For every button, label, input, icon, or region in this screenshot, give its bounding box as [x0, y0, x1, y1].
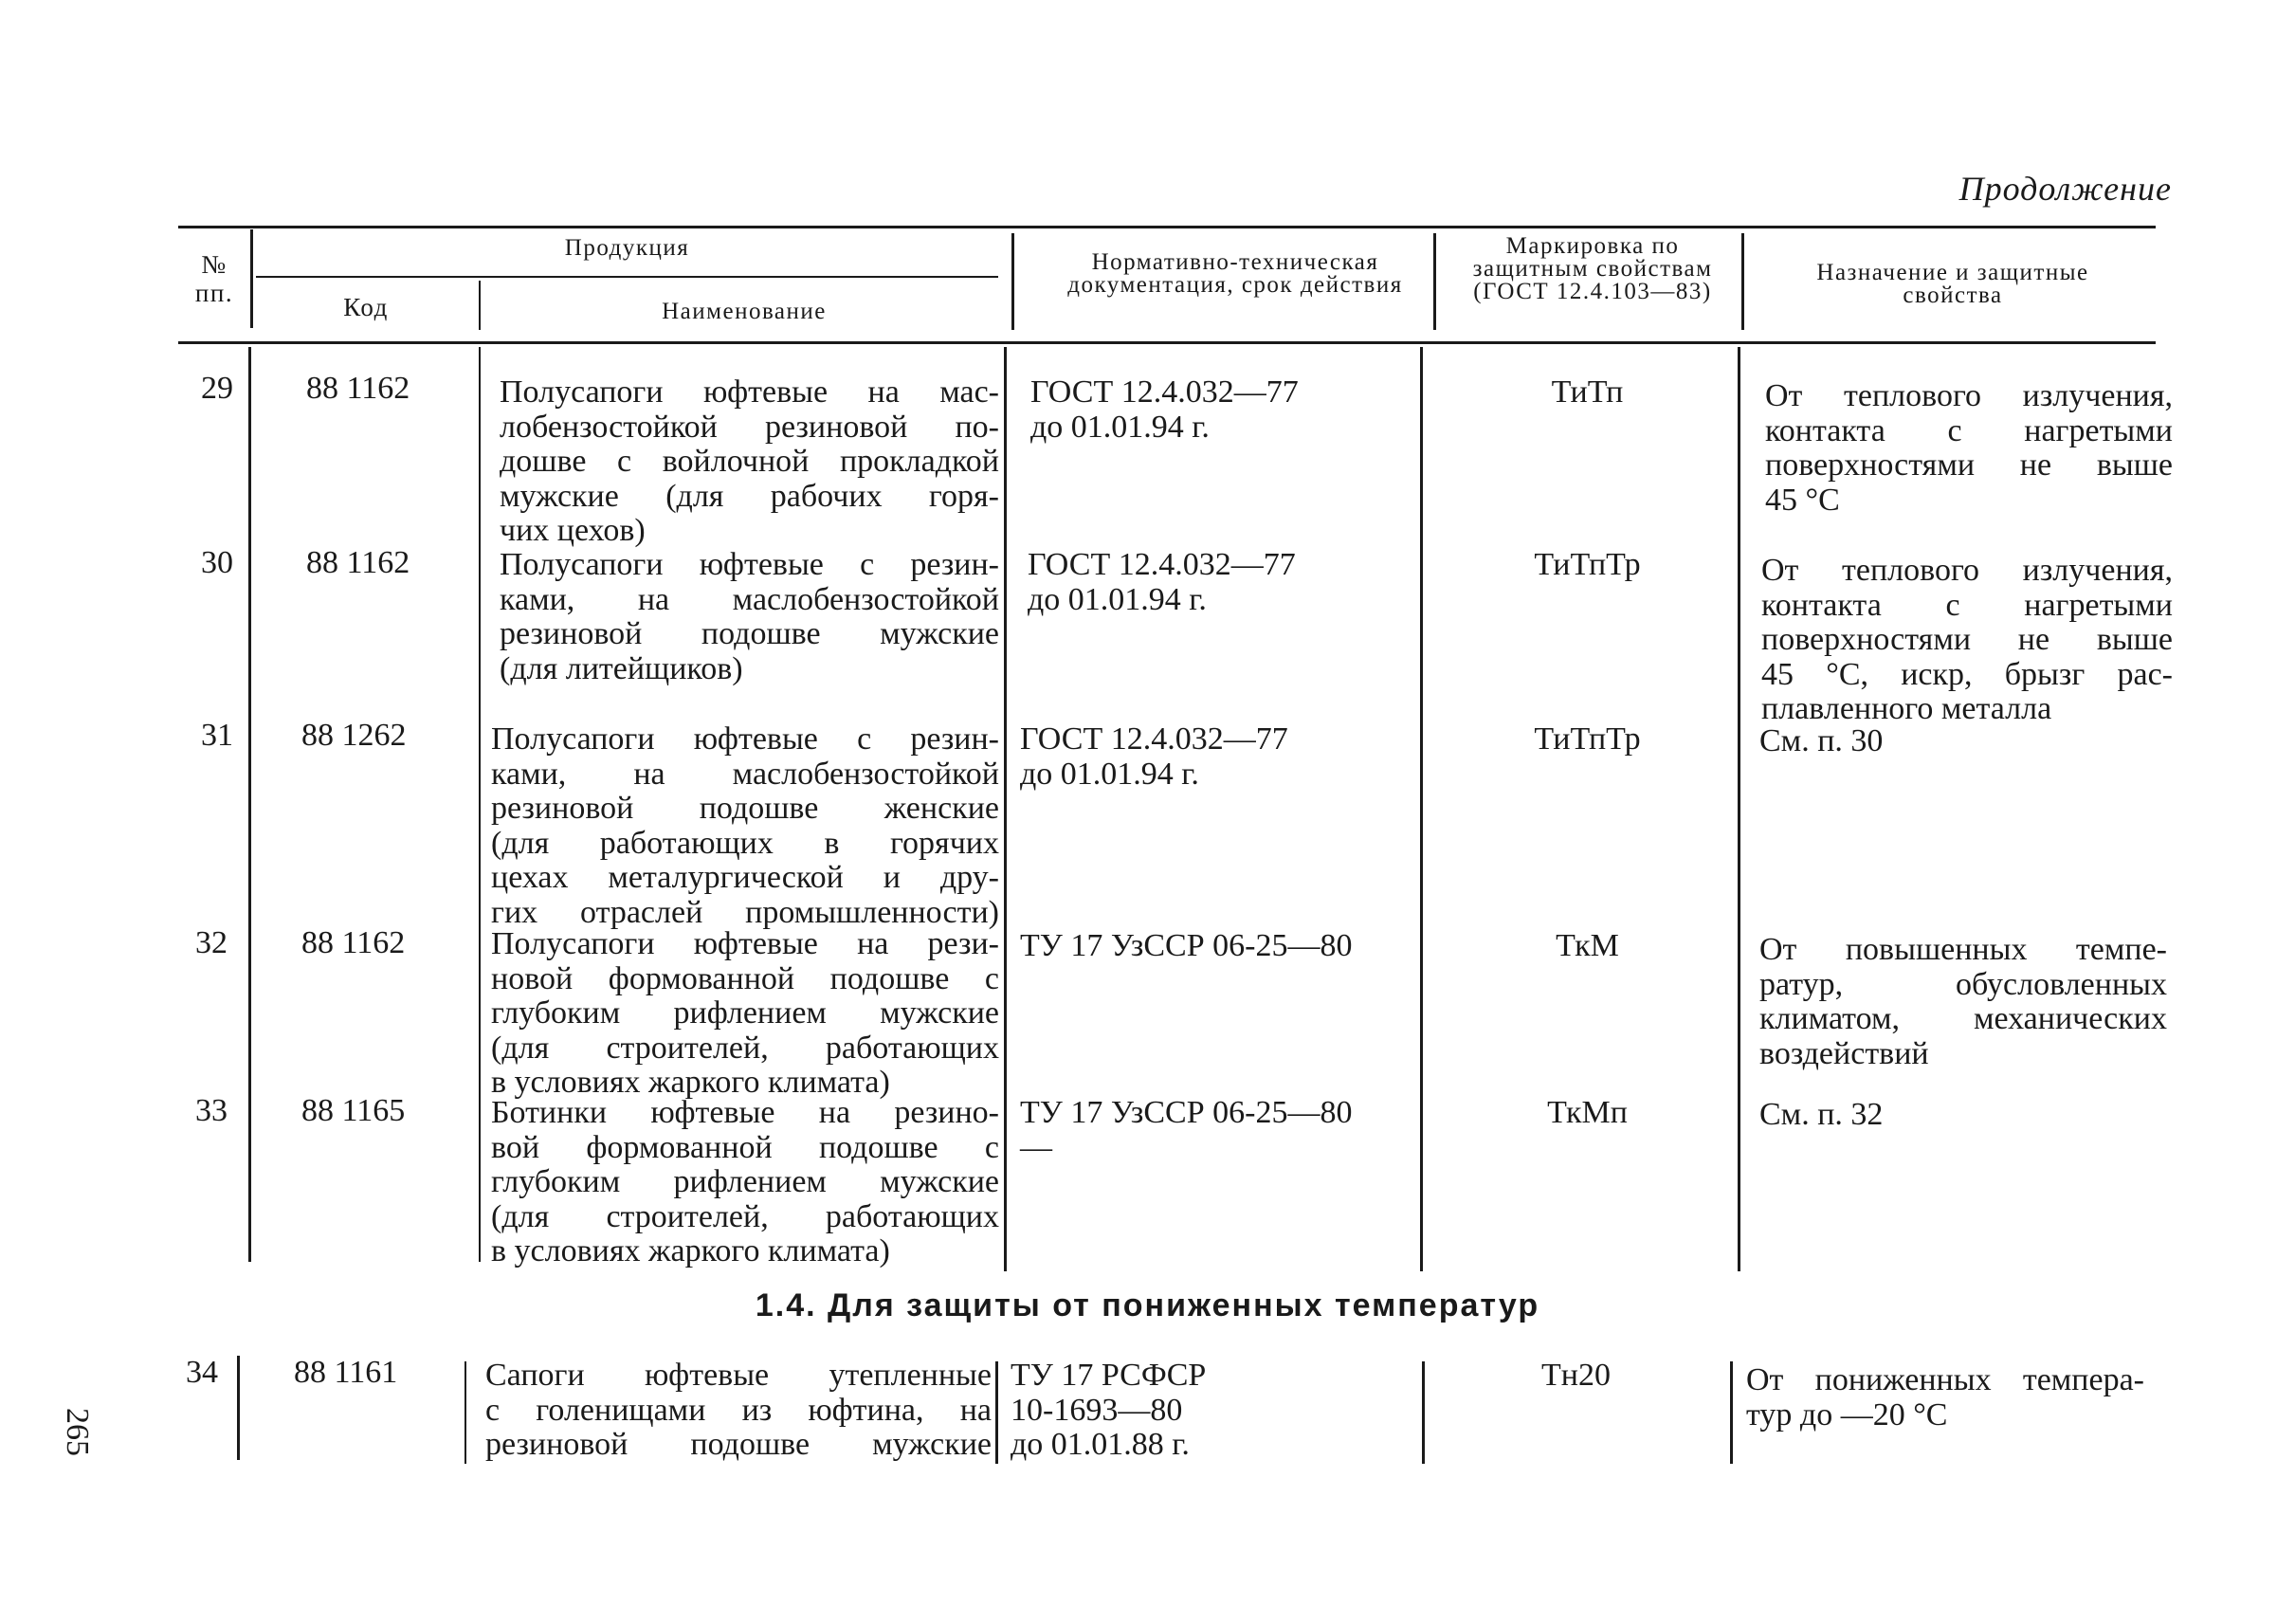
page-number: 265 — [60, 1408, 95, 1456]
row-name: Полусапоги юфтевые с резин- ками, на маслобензостойкой резиновой подошве женские (для работающих в горячих цехах металургической и дру- гих отраслей промышленности) — [491, 721, 999, 930]
row-code: 88 1162 — [301, 925, 406, 960]
header-divider — [250, 229, 253, 328]
row-purpose: См. п. 32 — [1759, 1097, 1884, 1132]
header-name: Наименование — [662, 299, 827, 324]
row-purpose: См. п. 30 — [1759, 723, 1884, 758]
row-name: Полусапоги юфтевые на рези- новой формованной подошве с глубоким рифлением мужские (для строителей, работающих в условиях жаркого климата) — [491, 926, 999, 1100]
row-code: 88 1162 — [306, 371, 410, 406]
row-documentation: ГОСТ 12.4.032—77 до 01.01.94 г. — [1030, 374, 1299, 445]
row-marking: ТиТп — [1551, 374, 1624, 410]
row-number: 33 — [195, 1093, 228, 1128]
header-documentation: Нормативно-техническая документация, срок действия — [1067, 249, 1403, 298]
row-documentation: ТУ 17 УзССР 06-25—80 — [1020, 928, 1353, 963]
row-marking: ТкМ — [1556, 928, 1619, 963]
row-number: 29 — [201, 371, 233, 406]
header-number: № пп. — [194, 250, 234, 307]
row-marking: ТкМп — [1547, 1095, 1628, 1130]
continuation-label: Продолжение — [1958, 170, 2172, 208]
row-number: 34 — [186, 1355, 218, 1390]
row-marking: Тн20 — [1541, 1358, 1611, 1393]
row-documentation: ТУ 17 УзССР 06-25—80 — — [1020, 1095, 1353, 1165]
header-bottom-rule — [178, 341, 2156, 344]
column-divider — [237, 1356, 240, 1460]
row-name: Полусапоги юфтевые с резин- ками, на маслобензостойкой резиновой подошве мужские (для литейщиков) — [500, 547, 999, 686]
header-code: Код — [343, 293, 389, 321]
header-purpose: Назначение и защитные свойства — [1816, 260, 2089, 308]
row-marking: ТиТпТр — [1534, 721, 1641, 757]
column-divider — [464, 1361, 466, 1464]
row-code: 88 1162 — [306, 545, 410, 580]
row-documentation: ТУ 17 РСФСР 10-1693—80 до 01.01.88 г. — [1011, 1358, 1207, 1462]
row-documentation: ГОСТ 12.4.032—77 до 01.01.94 г. — [1028, 547, 1296, 617]
column-divider — [1730, 1361, 1733, 1464]
row-purpose: От теплового излучения, контакта с нагретыми поверхностями не выше 45 °С — [1765, 378, 2173, 518]
header-divider — [479, 281, 481, 330]
header-product: Продукция — [564, 235, 690, 261]
header-divider — [1433, 233, 1436, 330]
row-documentation: ГОСТ 12.4.032—77 до 01.01.94 г. — [1020, 721, 1288, 792]
column-divider — [248, 347, 251, 1262]
row-marking: ТиТпТр — [1534, 547, 1641, 582]
column-divider — [1004, 347, 1007, 1271]
row-code: 88 1161 — [294, 1355, 398, 1390]
row-purpose: От теплового излучения, контакта с нагретыми поверхностями не выше 45 °С, искр, брызг рас- плавленного металла — [1761, 553, 2173, 726]
row-purpose: От повышенных темпе- ратур, обусловленных климатом, механических воздействий — [1759, 932, 2167, 1071]
table-top-rule — [178, 226, 2156, 228]
column-divider — [1420, 347, 1423, 1271]
section-title: 1.4. Для защиты от пониженных температур — [755, 1287, 1540, 1323]
row-number: 32 — [195, 925, 228, 960]
row-code: 88 1165 — [301, 1093, 406, 1128]
product-subrule — [256, 276, 998, 278]
row-name: Ботинки юфтевые на резино- вой формованной подошве с глубоким рифлением мужские (для строителей, работающих в условиях жаркого климата) — [491, 1095, 999, 1268]
header-divider — [1741, 233, 1744, 330]
row-code: 88 1262 — [301, 718, 407, 753]
row-number: 31 — [201, 718, 233, 753]
header-marking: Маркировка по защитным свойствам (ГОСТ 12.4.103—83) — [1472, 233, 1713, 304]
column-divider — [995, 1361, 998, 1464]
row-number: 30 — [201, 545, 233, 580]
row-name: Полусапоги юфтевые на мас- лобензостойкой резиновой по- дошве с войлочной прокладкой мужские (для рабочих горя- чих цехов) — [500, 374, 999, 548]
row-name: Сапоги юфтевые утепленные с голенищами из юфтина, на резиновой подошве мужские — [485, 1358, 992, 1462]
row-purpose: От пониженных темпера- тур до —20 °С — [1746, 1362, 2144, 1432]
column-divider — [479, 347, 481, 1262]
column-divider — [1738, 347, 1740, 1271]
header-divider — [1011, 233, 1014, 330]
